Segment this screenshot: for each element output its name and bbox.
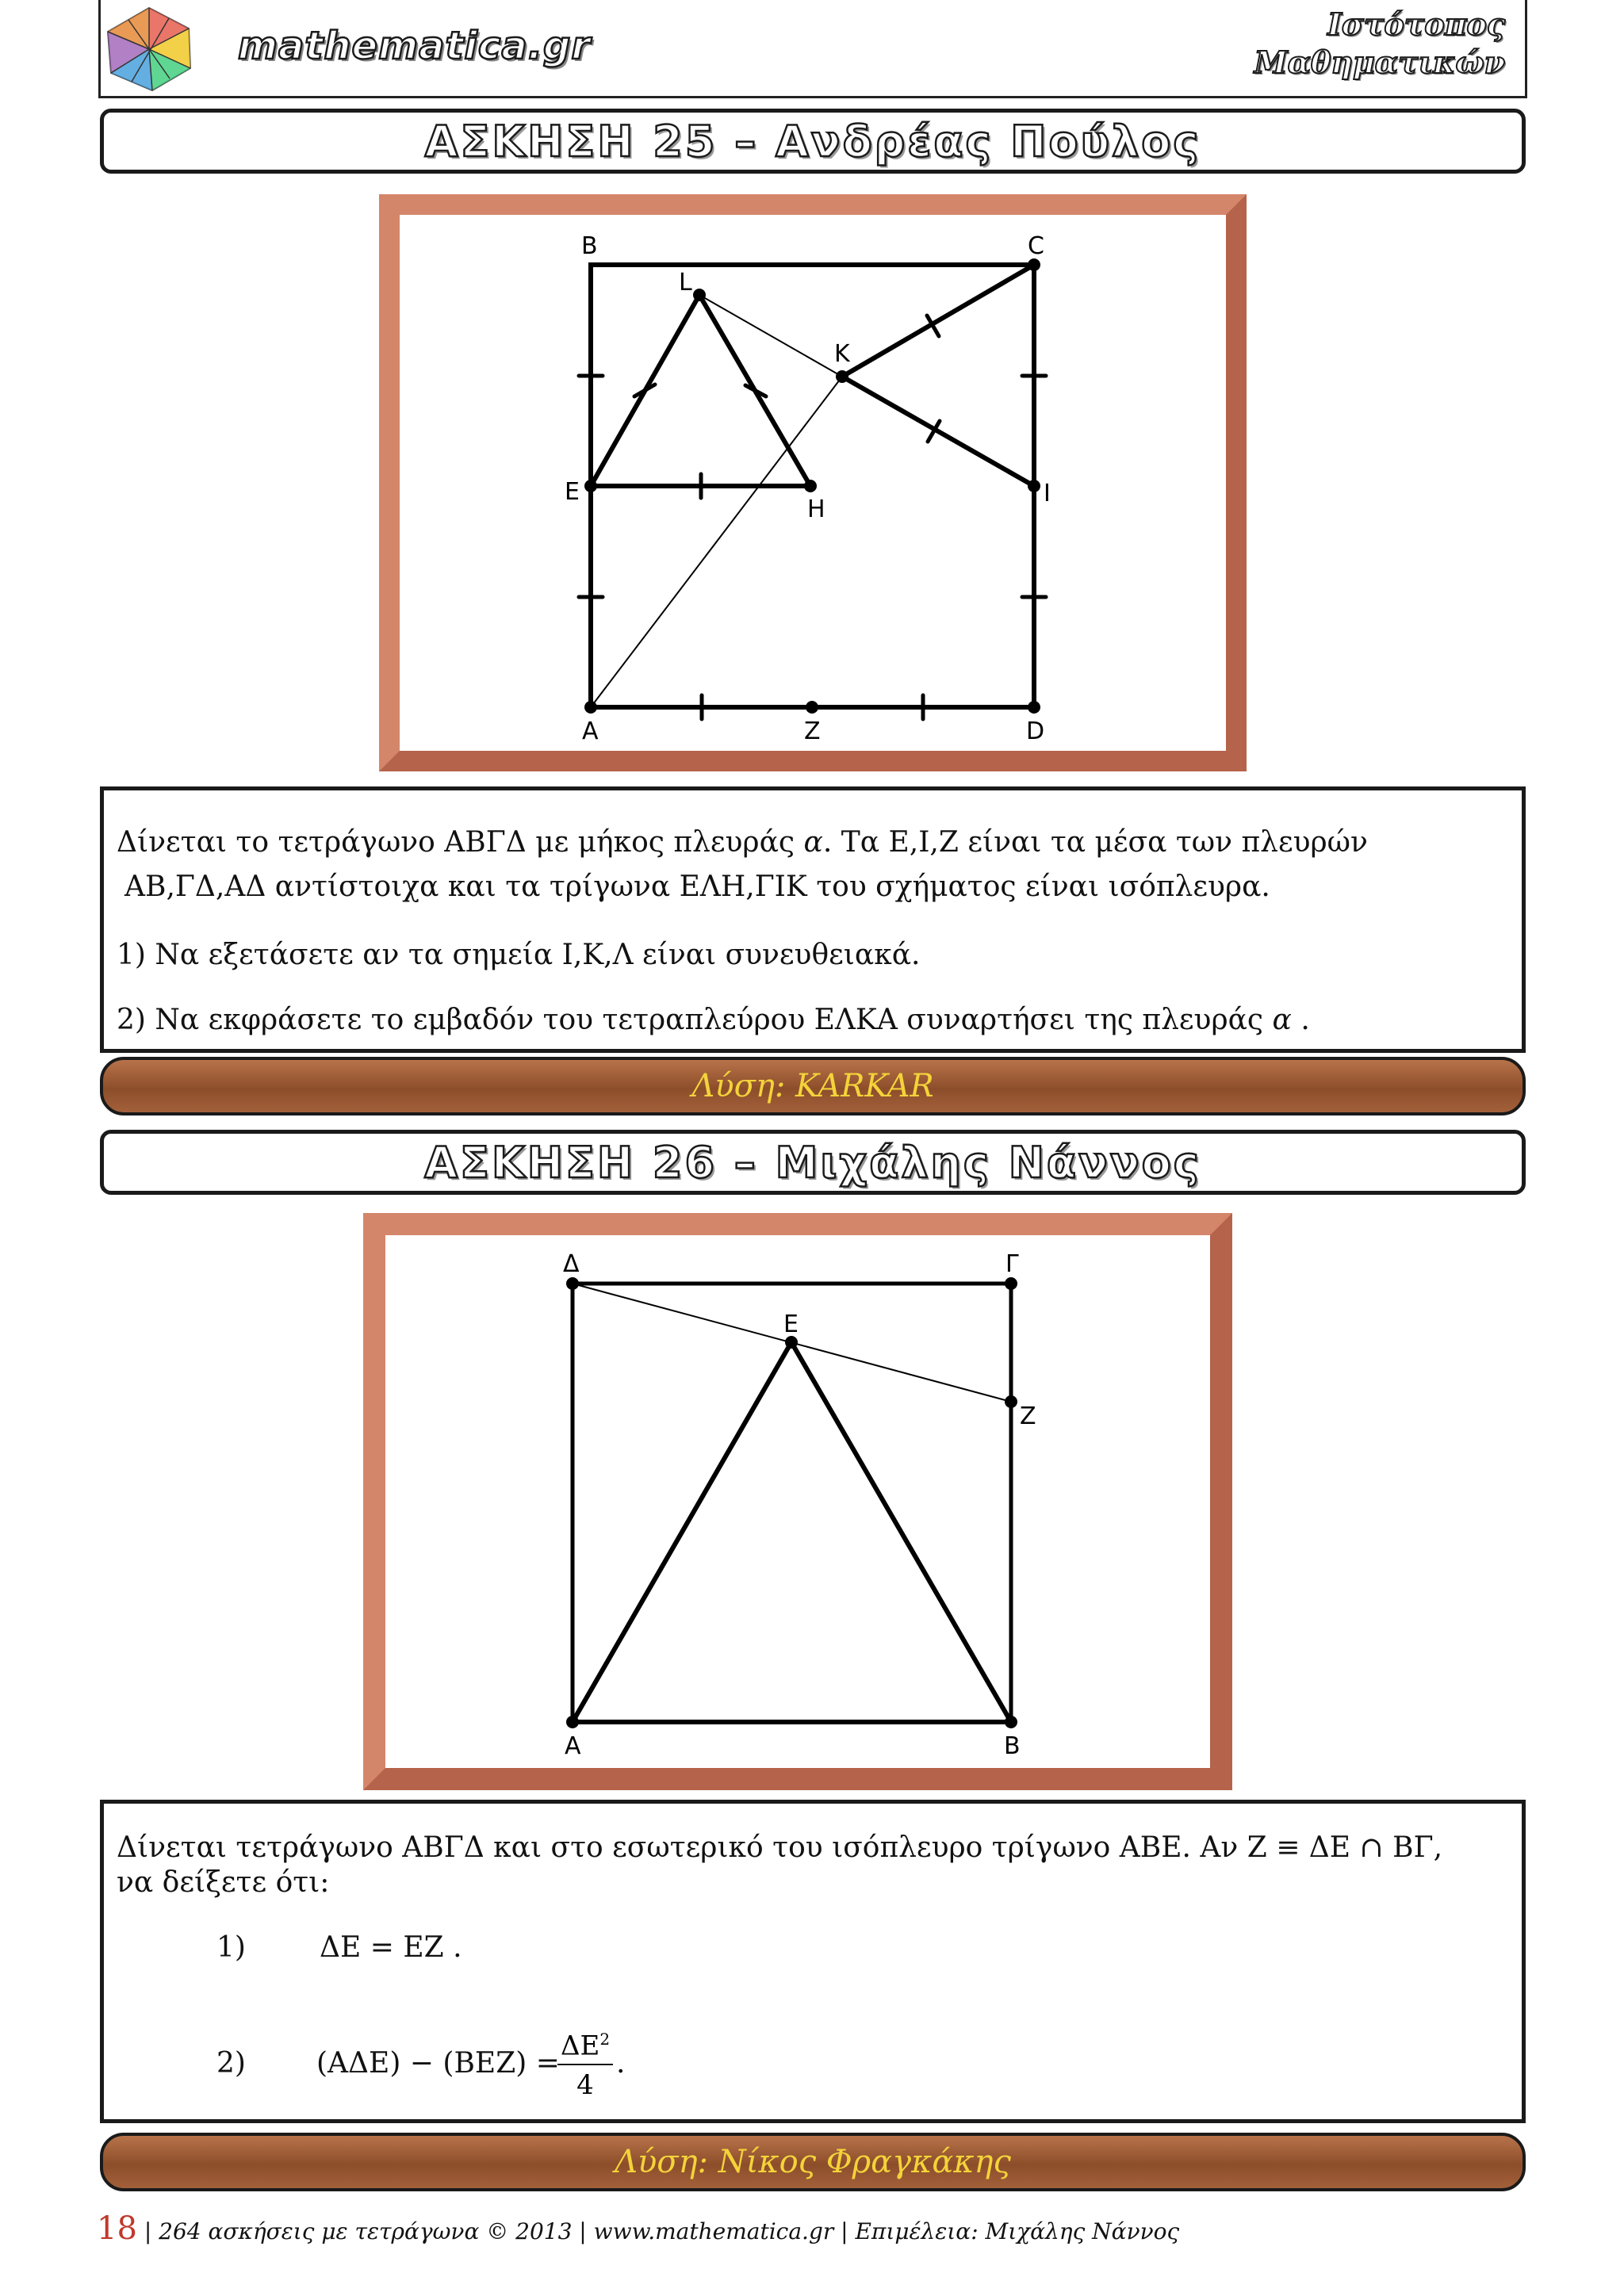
label-l: L bbox=[679, 269, 692, 297]
label-e: E bbox=[565, 478, 580, 506]
label-delta: Δ bbox=[563, 1250, 580, 1278]
ex26-text-line2: να δείξετε ότι: bbox=[117, 1866, 330, 1899]
site-logo-text[interactable]: mathematica.gr bbox=[238, 24, 591, 68]
exercise-25-title: ΑΣΚΗΣΗ 25 – Ανδρέας Πούλος bbox=[424, 116, 1201, 166]
page-number: 18 bbox=[97, 2210, 137, 2247]
ex25-var-a: α bbox=[803, 826, 823, 859]
exercise-26-solution-link[interactable]: Λύση: Νίκος Φραγκάκης bbox=[615, 2144, 1011, 2180]
ex25-text-line1-a: Δίνεται το τετράγωνο ΑΒΓΔ με μήκος πλευράς bbox=[117, 826, 795, 859]
ex26-fraction bbox=[557, 2021, 613, 2105]
label-c: C bbox=[1028, 232, 1044, 260]
site-label-line2: Μαθηματικών bbox=[1254, 44, 1505, 80]
ex25-text-line1 bbox=[117, 821, 1368, 865]
ex26-question-1: ΔΕ = ΕΖ . bbox=[320, 1931, 462, 1964]
exercise-26-solution-bar[interactable] bbox=[100, 2133, 1526, 2191]
label-z2: Z bbox=[1020, 1402, 1036, 1430]
ex26-text-line1: Δίνεται τετράγωνο ΑΒΓΔ και στο εσωτερικό του ισόπλευρο τρίγωνο ΑΒΕ. Αν Ζ ≡ ΔΕ ∩ ΒΓ, bbox=[117, 1831, 1443, 1864]
site-label-line1: Ιστότοπος bbox=[1327, 6, 1505, 42]
label-z: Z bbox=[804, 718, 821, 745]
logo-icon bbox=[102, 5, 197, 94]
label-b2: B bbox=[1004, 1732, 1021, 1760]
label-gamma: Γ bbox=[1005, 1250, 1019, 1278]
footer-text: 264 ασκήσεις με τετράγωνα © 2013 | www.mathematica.gr | Επιμέλεια: Μιχάλης Νάννος bbox=[159, 2218, 1180, 2244]
triangle-abe bbox=[573, 1342, 1011, 1722]
ex26-q2-number: 2) bbox=[216, 2047, 246, 2080]
ex25-question-2-end: . bbox=[1300, 1004, 1310, 1036]
page-footer bbox=[97, 2210, 1179, 2247]
fraction-numerator-text: ΔΕ bbox=[560, 2030, 600, 2062]
label-a2: A bbox=[565, 1732, 581, 1760]
exercise-26-title: ΑΣΚΗΣΗ 26 – Μιχάλης Νάννος bbox=[424, 1137, 1201, 1188]
ex25-text-line2: ΑΒ,ΓΔ,ΑΔ αντίστοιχα και τα τρίγωνα ΕΛΗ,ΓΙΚ του σχήματος είναι ισόπλευρα. bbox=[124, 871, 1270, 903]
ex25-question-1: 1) Να εξετάσετε αν τα σημεία Ι,Κ,Λ είναι συνευθειακά. bbox=[117, 939, 921, 971]
exercise-25-solution-link[interactable]: Λύση: KARKAR bbox=[691, 1068, 934, 1104]
exercise-25-solution-bar[interactable] bbox=[100, 1057, 1526, 1115]
label-e2: E bbox=[783, 1311, 799, 1338]
exercise-26-problem-box bbox=[100, 1800, 1526, 2123]
ex25-question-2 bbox=[117, 998, 1310, 1043]
exercise-25-figure bbox=[400, 215, 1226, 751]
label-h: H bbox=[807, 496, 825, 523]
exercise-25-problem-box bbox=[100, 786, 1526, 1053]
fraction-denominator: 4 bbox=[576, 2069, 594, 2102]
triangle-cki bbox=[842, 265, 1034, 486]
fraction-numerator bbox=[557, 2021, 613, 2065]
ex25-question-2-var: α bbox=[1272, 1004, 1292, 1036]
exercise-26-title-bar bbox=[100, 1130, 1526, 1195]
triangle-elh bbox=[591, 295, 810, 486]
fraction-exponent: 2 bbox=[599, 2030, 611, 2049]
label-a: A bbox=[582, 718, 599, 745]
exercise-25-title-bar bbox=[100, 109, 1526, 174]
label-d: D bbox=[1026, 718, 1045, 745]
footer-separator: | bbox=[144, 2218, 152, 2244]
line-ak bbox=[591, 377, 842, 707]
label-i: I bbox=[1044, 480, 1051, 507]
ex26-question-2-lhs: (ΑΔΕ) − (ΒΕΖ) = bbox=[316, 2047, 560, 2080]
ex25-question-2-text: 2) Να εκφράσετε το εμβαδόν του τετραπλεύρου ΕΛΚΑ συναρτήσει της πλευράς bbox=[117, 1004, 1264, 1036]
square-abgd bbox=[573, 1284, 1011, 1722]
ex26-q1-number: 1) bbox=[216, 1931, 246, 1964]
label-k: K bbox=[834, 340, 850, 368]
exercise-26-figure bbox=[385, 1235, 1210, 1768]
ex26-question-2-end: . bbox=[616, 2047, 626, 2080]
ex25-text-line1-b: . Τα Ε,Ι,Ζ είναι τα μέσα των πλευρών bbox=[822, 826, 1368, 859]
label-b: B bbox=[581, 232, 598, 260]
